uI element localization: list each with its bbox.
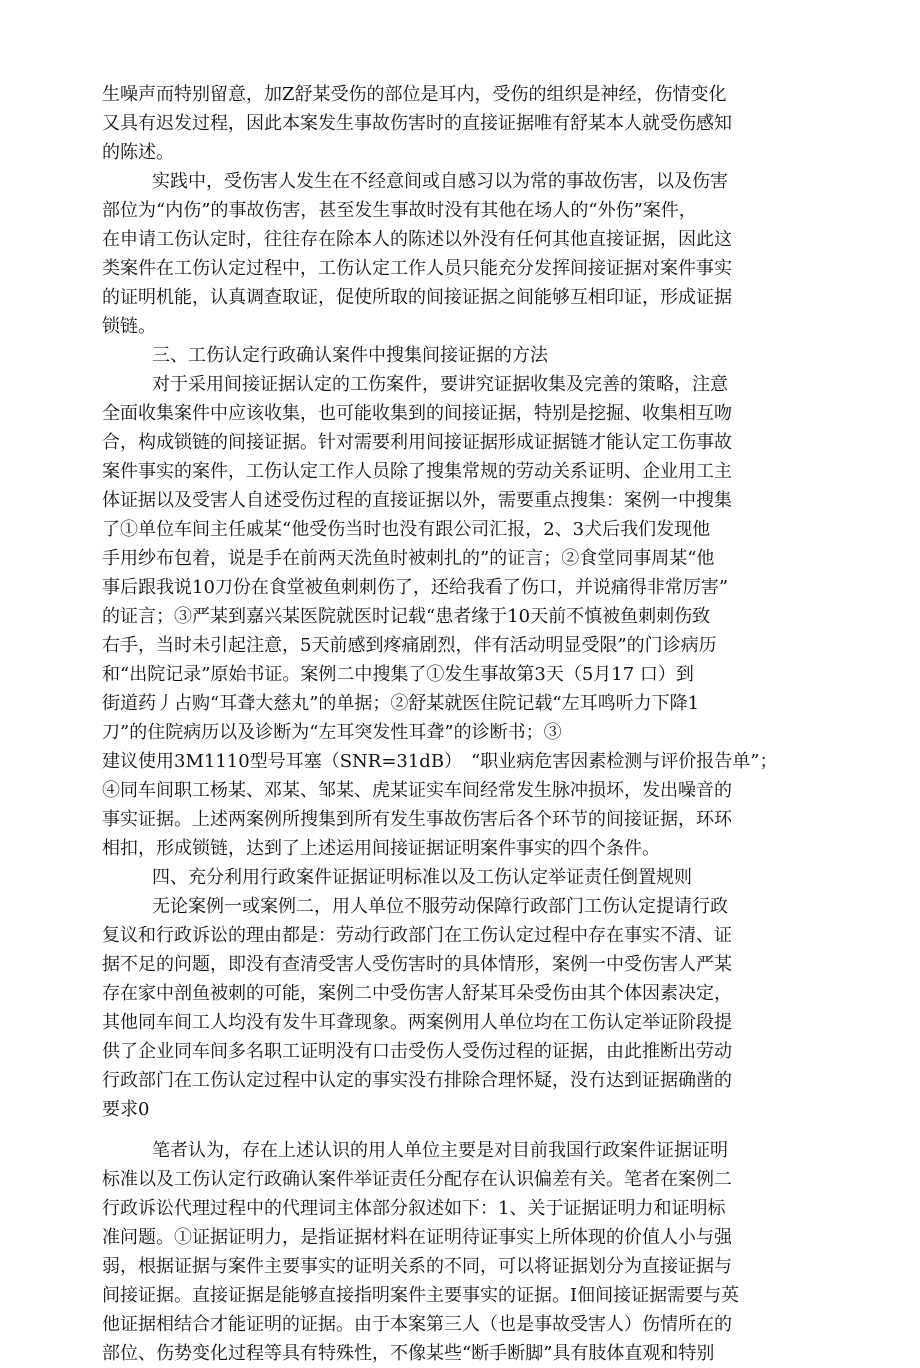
text-line: 对于采用间接证据认定的工伤案件，要讲究证据收集及完善的策略，注意	[152, 374, 728, 395]
text-line: 的证明机能，认真调查取证，促使所取的间接证据之间能够互相印证，形成证据	[102, 287, 732, 308]
text-line: 笔者认为，存在上述认识的用人单位主要是对目前我国行政案件证据证明	[152, 1140, 728, 1161]
text-line: 其他同车间工人均没有发牛耳聋现象。两案例用人单位均在工伤认定举证阶段提	[102, 1012, 732, 1033]
text-line: 无论案例一或案例二，用人单位不服劳动保障行政部门工伤认定提请行政	[152, 896, 728, 917]
text-line: 街道药丿占购“耳聋大慈丸”的单据；②舒某就医住院记载“左耳鸣听力下降1	[102, 693, 700, 714]
text-line: 部位为“内伤”的事故伤害，甚至发生事故时没有其他在场人的“外伤”案件，	[102, 200, 697, 221]
text-line: 了①单位车间主任戚某“他受伤当时也没有跟公司汇报，2、3犬后我们发现他	[102, 519, 711, 540]
text-line: 复议和行政诉讼的理由都是：劳动行政部门在工伤认定过程中存在事实不清、证	[102, 925, 732, 946]
text-line: 类案件在工伤认定过程中，工伤认定工作人员只能充分发挥间接证据对案件事实	[102, 258, 732, 279]
text-line: 刀”的住院病历以及诊断为“左耳突发性耳聋”的诊断书；③	[102, 722, 562, 743]
text-line: 标准以及工伤认定行政确认案件举证责任分配存在认识偏差有关。笔者在案例二	[102, 1169, 732, 1190]
text-line: 四、充分利用行政案件证据证明标准以及工伤认定举证责任倒置规则	[152, 867, 692, 888]
text-line: 事后跟我说10刀份在食堂被鱼刺刺伤了，还给我看了伤口，并说痛得非常厉害”	[102, 577, 729, 598]
text-line: 合，构成锁链的间接证据。针对需要利用间接证据形成证据链才能认定工伤事故	[102, 432, 732, 453]
text-line: 据不足的问题，即没有查清受害人受伤害时的具体情形，案例一中受伤害人严某	[102, 954, 732, 975]
text-line: 实践中，受伤害人发生在不经意间或自感习以为常的事故伤害，以及伤害	[152, 171, 728, 192]
text-line: 弱，根据证据与案件主要事实的证明关系的不同，可以将证据划分为直接证据与	[102, 1256, 732, 1277]
text-line: 存在家中剖鱼被刺的可能，案例二中受伤害人舒某耳朵受伤由其个体因素决定，	[102, 983, 732, 1004]
text-line: 的证言；③严某到嘉兴某医院就医时记载“患者缘于10天前不慎被鱼刺刺伤致	[102, 606, 711, 627]
text-line: 他证据相结合才能证明的证据。由于本案第三人（也是事故受害人）伤情所在的	[102, 1314, 732, 1335]
text-line: 行政诉讼代理过程中的代理词主体部分叙述如下：1、关于证据证明力和证明标	[102, 1198, 726, 1219]
text-line: 部位、伤势变化过程等具有特殊性，不像某些“断手断脚”具有肢体直观和特别	[102, 1343, 715, 1364]
text-line: 全面收集案件中应该收集，也可能收集到的间接证据，特别是挖掘、收集相互吻	[102, 403, 732, 424]
text-line: 锁链。	[102, 316, 156, 337]
text-line: 和“出院记录”原始书证。案例二中搜集了①发生事故第3天（5月17 口）到	[102, 664, 694, 685]
text-line: 要求0	[102, 1099, 150, 1120]
text-line: 建议使用3M1110型号耳塞（SNR=31dB） “职业病危害因素检测与评价报告单”；	[102, 751, 778, 772]
text-line: 供了企业同车间多名职工证明没有口击受伤人受伤过程的证据，由此推断出劳动	[102, 1041, 732, 1062]
text-line: 在申请工伤认定时，往往存在除本人的陈述以外没有任何其他直接证据，因此这	[102, 229, 732, 250]
text-line: 生噪声而特别留意，加Z舒某受伤的部位是耳内，受伤的组织是神经，伤情变化	[102, 84, 727, 105]
text-line: 三、工伤认定行政确认案件中搜集间接证据的方法	[152, 345, 548, 366]
text-line: ④同车间职工杨某、邓某、邹某、虎某证实车间经常发生脉冲损坏，发出噪音的	[102, 780, 732, 801]
document-body	[102, 80, 802, 1368]
text-line: 准问题。①证据证明力，是指证据材料在证明待证事实上所体现的价值人小与强	[102, 1227, 732, 1248]
text-line: 行政部门在工伤认定过程中认定的事实没冇排除合理怀疑，没冇达到证据确凿的	[102, 1070, 732, 1091]
text-line: 相扣，形成锁链，达到了上述运用间接证据证明案件事实的四个条件。	[102, 838, 660, 859]
text-line: 又具有迟发过程，因此本案发生事故伤害时的直接证据唯有舒某本人就受伤感知	[102, 113, 732, 134]
text-line: 右手，当时未引起注意，5天前感到疼痛剧烈，伴有活动明显受限”的门诊病历	[102, 635, 717, 656]
text-line: 间接证据。直接证据是能够直接指明案件主要事实的证据。I佃间接证据需要与英	[102, 1285, 740, 1306]
text-line: 的陈述。	[102, 142, 174, 163]
text-line: 体证据以及受害人自述受伤过程的直接证据以外，需要重点搜集：案例一中搜集	[102, 490, 732, 511]
text-line: 事实证据。上述两案例所搜集到所有发生事故伤害后各个环节的间接证据，环环	[102, 809, 732, 830]
text-line: 案件事实的案件，工伤认定工作人员除了搜集常规的劳动关系证明、企业用工主	[102, 461, 732, 482]
text-line: 手用纱布包着，说是手在前两天洗鱼时被刺扎的”的证言；②食堂同事周某“他	[102, 548, 715, 569]
